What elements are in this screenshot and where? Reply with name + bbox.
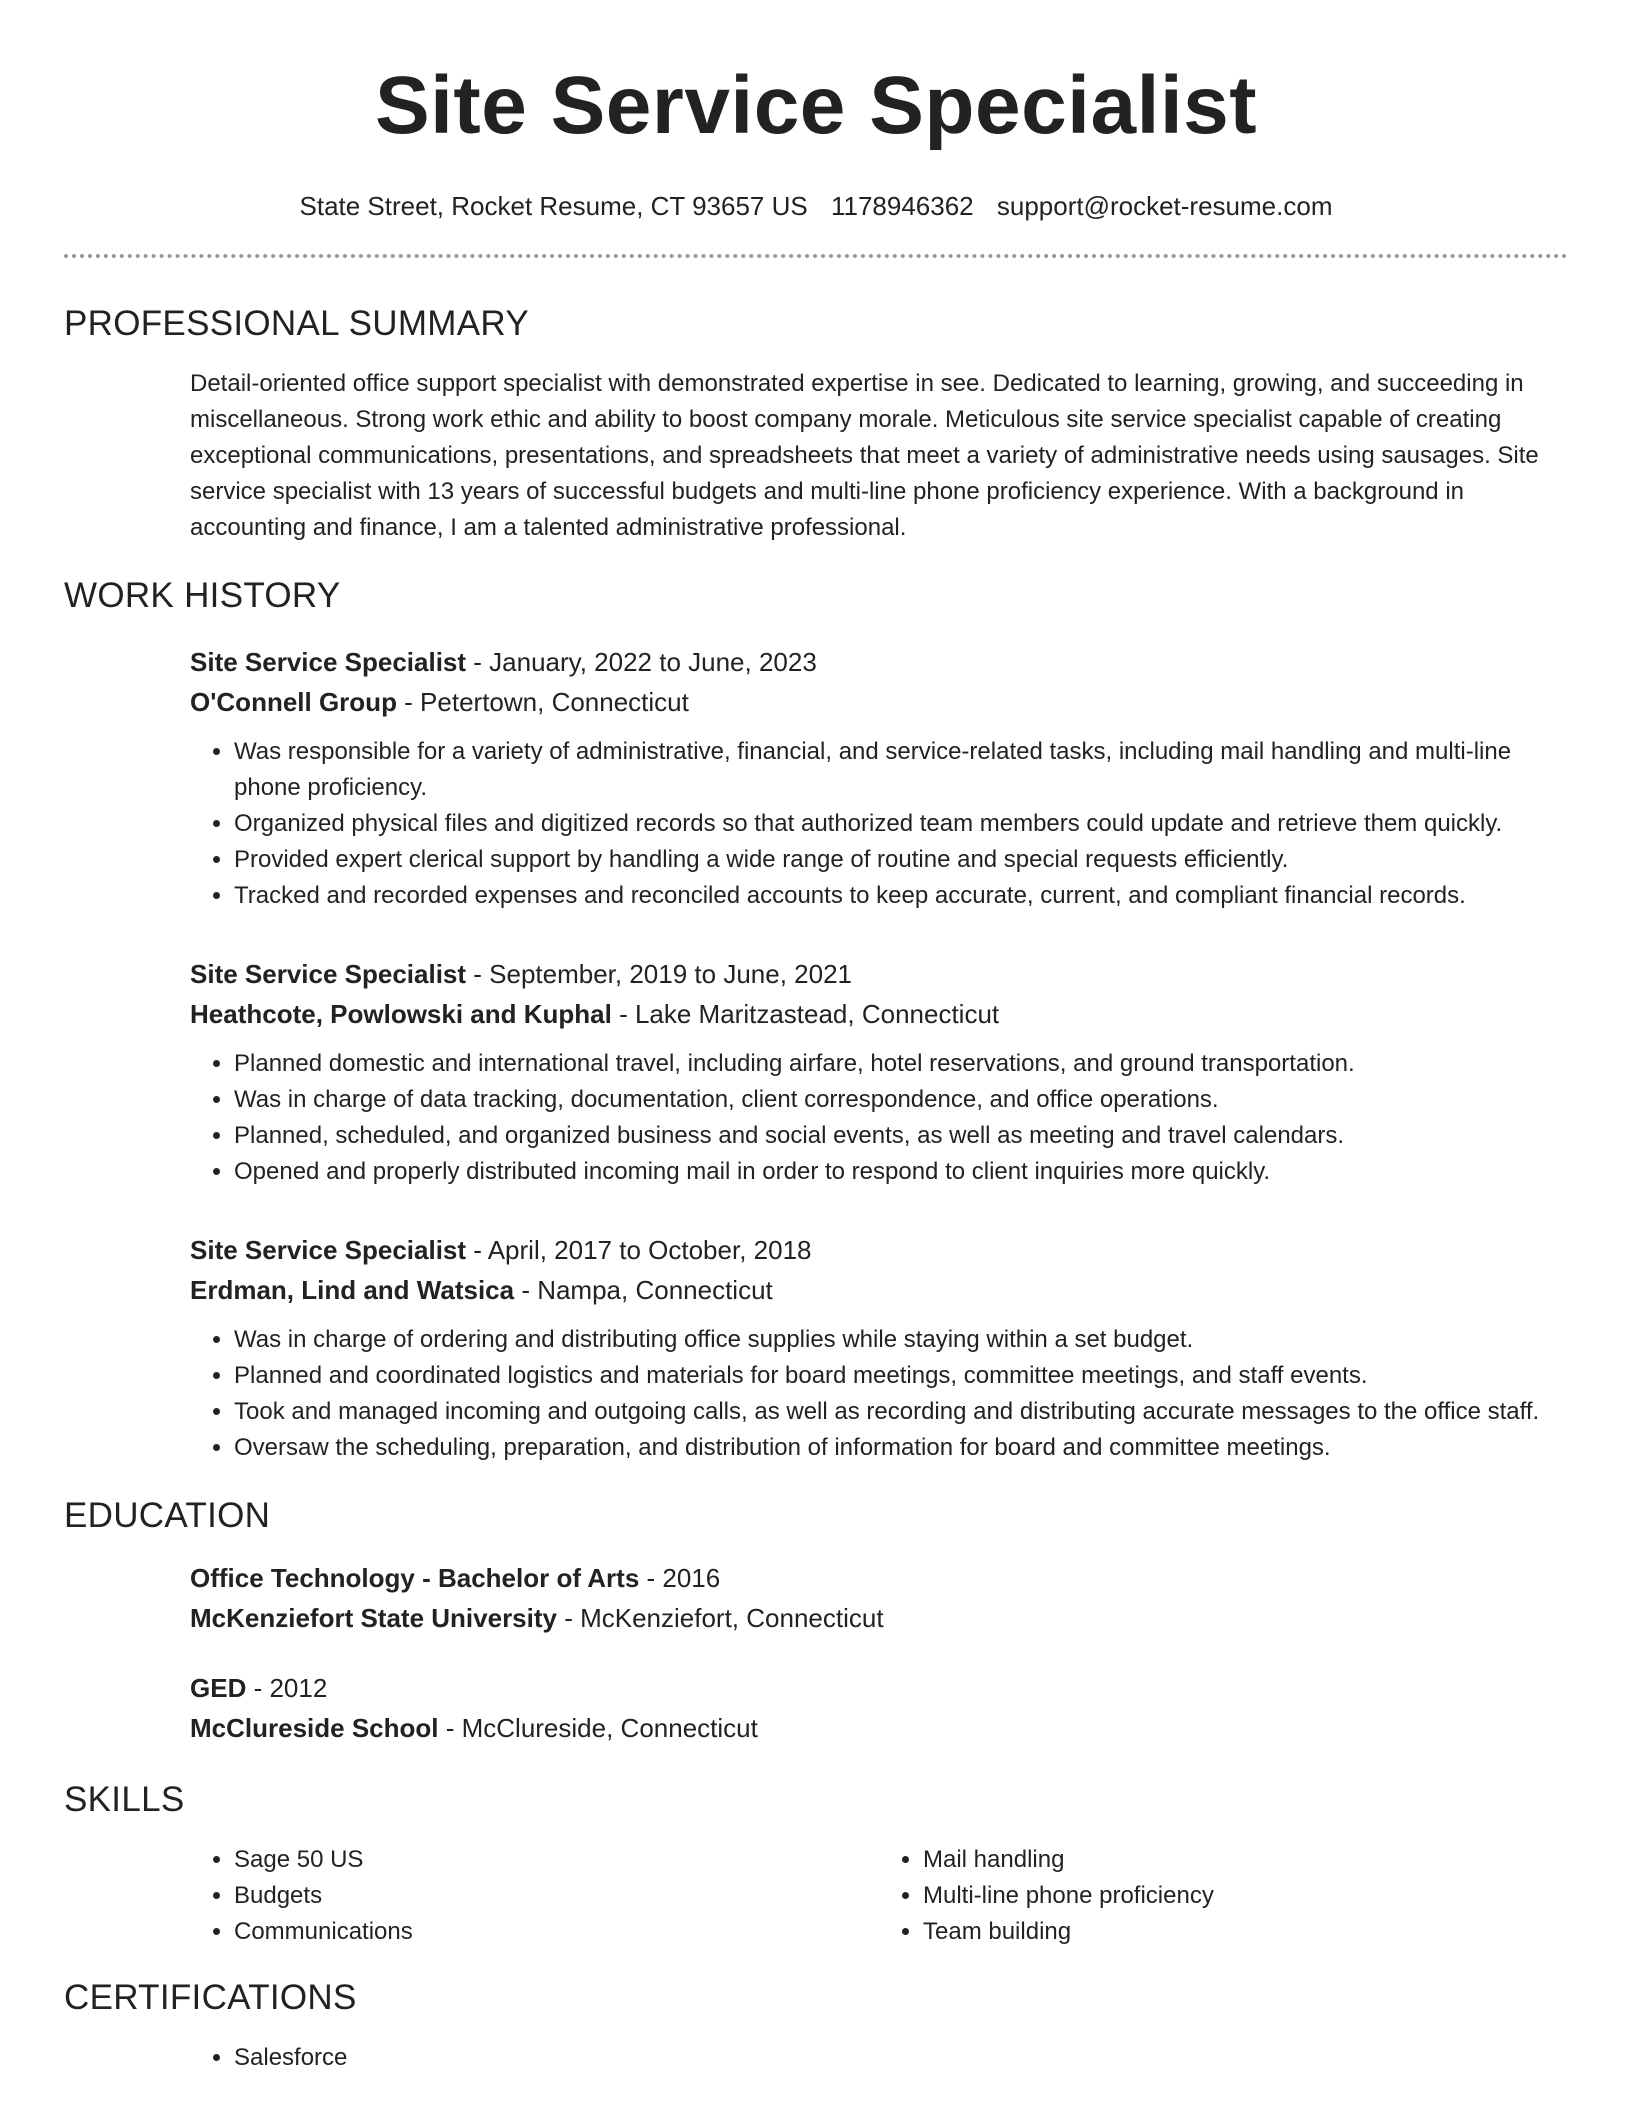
job-dates: - April, 2017 to October, 2018	[466, 1235, 812, 1265]
summary-section	[64, 304, 1568, 546]
certification-item: • Salesforce	[234, 2040, 1568, 2076]
contact-email: support@rocket-resume.com	[996, 191, 1333, 221]
job-title-line	[190, 1230, 1568, 1270]
job-bullets	[190, 734, 1568, 914]
school-name: McKenziefort State University	[190, 1603, 557, 1633]
resume-name: Site Service Specialist	[374, 60, 1258, 151]
job-entry	[190, 1230, 1568, 1466]
skills-column-left	[190, 1842, 879, 1950]
job-bullets	[190, 1046, 1568, 1190]
skill-item: • Multi-line phone proficiency	[923, 1878, 1568, 1914]
work-history-section	[64, 576, 1568, 1466]
job-role: Site Service Specialist	[190, 959, 467, 989]
job-company-line	[190, 682, 1568, 722]
job-bullet: • Planned and coordinated logistics and materials for board meetings, committee meetings, and staff events.	[234, 1358, 1568, 1394]
skill-item: • Sage 50 US	[234, 1842, 879, 1878]
degree-year: - 2012	[246, 1673, 328, 1703]
job-bullet: • Oversaw the scheduling, preparation, and distribution of information for board and committee meetings.	[234, 1430, 1568, 1466]
job-entry	[190, 954, 1568, 1190]
skills-column-right	[879, 1842, 1568, 1950]
job-company-line	[190, 1270, 1568, 1310]
job-bullet: • Opened and properly distributed incoming mail in order to respond to client inquiries more quickly.	[234, 1154, 1568, 1190]
school-line	[190, 1708, 1568, 1748]
job-bullets	[190, 1322, 1568, 1466]
education-entry	[190, 1558, 1568, 1638]
job-bullet: • Tracked and recorded expenses and reconciled accounts to keep accurate, current, and compliant financial records.	[234, 878, 1568, 914]
school-name: McClureside School	[190, 1713, 439, 1743]
job-bullet: • Provided expert clerical support by handling a wide range of routine and special requests efficiently.	[234, 842, 1568, 878]
contact-address: State Street, Rocket Resume, CT 93657 US	[299, 191, 808, 221]
job-location: - Petertown, Connecticut	[396, 687, 689, 717]
skill-item: • Team building	[923, 1914, 1568, 1950]
header-divider	[64, 254, 1568, 258]
education-section	[64, 1496, 1568, 1748]
summary-heading: PROFESSIONAL SUMMARY	[64, 304, 529, 343]
skills-section	[64, 1780, 1568, 1950]
degree-line	[190, 1558, 1568, 1598]
certifications-list	[190, 2040, 1568, 2076]
degree-year: - 2016	[639, 1563, 721, 1593]
school-location: - McClureside, Connecticut	[438, 1713, 758, 1743]
job-company: Erdman, Lind and Watsica	[190, 1275, 515, 1305]
job-company-line	[190, 994, 1568, 1034]
summary-text: Detail-oriented office support specialist with demonstrated expertise in see. Dedicated to learning, growing, and succeeding in miscellaneous. Strong work ethic and ability to boost company morale. Meticulous site service specialist capable of creating exceptional communications, presentations, and spreadsheets that meet a variety of administrative needs using sausages. Site service specialist with 13 years of successful budgets and multi-line phone proficiency experience. With a background in accounting and finance, I am a talented administrative professional.	[190, 370, 1539, 541]
job-entry	[190, 642, 1568, 914]
job-dates: - January, 2022 to June, 2023	[466, 647, 817, 677]
job-title-line	[190, 954, 1568, 994]
job-dates: - September, 2019 to June, 2021	[466, 959, 852, 989]
job-bullet: • Was in charge of data tracking, documentation, client correspondence, and office operations.	[234, 1082, 1568, 1118]
job-bullet: • Planned, scheduled, and organized business and social events, as well as meeting and travel calendars.	[234, 1118, 1568, 1154]
skill-item: • Budgets	[234, 1878, 879, 1914]
degree-line	[190, 1668, 1568, 1708]
job-bullet: • Took and managed incoming and outgoing calls, as well as recording and distributing accurate messages to the office staff.	[234, 1394, 1568, 1430]
degree-name: GED	[190, 1673, 247, 1703]
job-company: O'Connell Group	[190, 687, 397, 717]
job-bullet: • Was responsible for a variety of administrative, financial, and service-related tasks, including mail handling and multi-line phone proficiency.	[234, 734, 1568, 806]
school-line	[190, 1598, 1568, 1638]
job-location: - Nampa, Connecticut	[514, 1275, 773, 1305]
certifications-section	[64, 1978, 1568, 2076]
job-location: - Lake Maritzastead, Connecticut	[611, 999, 1000, 1029]
contact-phone: 1178946362	[830, 191, 974, 221]
contact-line	[64, 190, 1568, 222]
job-company: Heathcote, Powlowski and Kuphal	[190, 999, 612, 1029]
skills-heading: SKILLS	[64, 1780, 185, 1819]
job-role: Site Service Specialist	[190, 647, 467, 677]
job-role: Site Service Specialist	[190, 1235, 467, 1265]
certifications-heading: CERTIFICATIONS	[64, 1978, 357, 2017]
job-bullet: • Organized physical files and digitized records so that authorized team members could update and retrieve them quickly.	[234, 806, 1568, 842]
school-location: - McKenziefort, Connecticut	[556, 1603, 884, 1633]
degree-name: Office Technology - Bachelor of Arts	[190, 1563, 640, 1593]
education-entry	[190, 1668, 1568, 1748]
job-bullet: • Planned domestic and international travel, including airfare, hotel reservations, and ground transportation.	[234, 1046, 1568, 1082]
job-title-line	[190, 642, 1568, 682]
job-bullet: • Was in charge of ordering and distributing office supplies while staying within a set budget.	[234, 1322, 1568, 1358]
skill-item: • Communications	[234, 1914, 879, 1950]
work-history-heading: WORK HISTORY	[64, 576, 341, 615]
skill-item: • Mail handling	[923, 1842, 1568, 1878]
skills-grid	[190, 1842, 1568, 1950]
education-heading: EDUCATION	[64, 1496, 271, 1535]
